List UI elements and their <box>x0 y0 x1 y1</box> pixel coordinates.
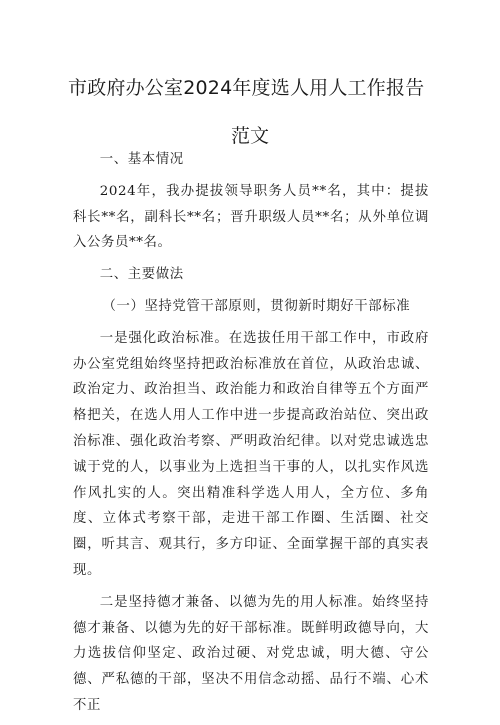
subsection-heading-party-management: （一）坚持党管干部原则，贯彻新时期好干部标准 <box>102 298 411 314</box>
document-title-continuation: 范文 <box>230 125 269 147</box>
document-title: 市政府办公室2024年度选人用人工作报告 <box>68 77 425 99</box>
section-heading-main-practices: 二、主要做法 <box>99 267 184 283</box>
paragraph-political-standard: 一是强化政治标准。在选拔任用干部工作中，市政府办公室党组始终坚持把政治标准放在首位，从政治忠诚、政治定力、政治担当、政治能力和政治自律等五个方面严格把关，在选人用人工作中进一步提高政治站位、突出政治标准、强化政治考察、严明政治纪律。以对党忠诚选忠诚于党的人，以事业为上选担当干事的人，以扎实作风选作风扎实的人。突出精准科学选人用人，全方位、多角度、立体式考察干部，走进干部工作圈、生活圈、社交圈，听其言、观其行，多方印证、全面掌握干部的真实表现。 <box>73 330 429 578</box>
paragraph-virtue-standard: 二是坚持德才兼备、以德为先的用人标准。始终坚持德才兼备、以德为先的好干部标准。既鲜明政德导向，大力选拔信仰坚定、政治过硬、对党忠诚，明大德、守公德、严私德的干部，坚决不用信念动摇、品行不端、心术不正 <box>73 594 429 713</box>
paragraph-basic-situation: 2024年，我办提拔领导职务人员**名，其中：提拔科长**名，副科长**名；晋升职级人员**名；从外单位调入公务员**名。 <box>73 183 429 251</box>
section-heading-basic-situation: 一、基本情况 <box>99 152 184 167</box>
document-body <box>73 147 429 725</box>
